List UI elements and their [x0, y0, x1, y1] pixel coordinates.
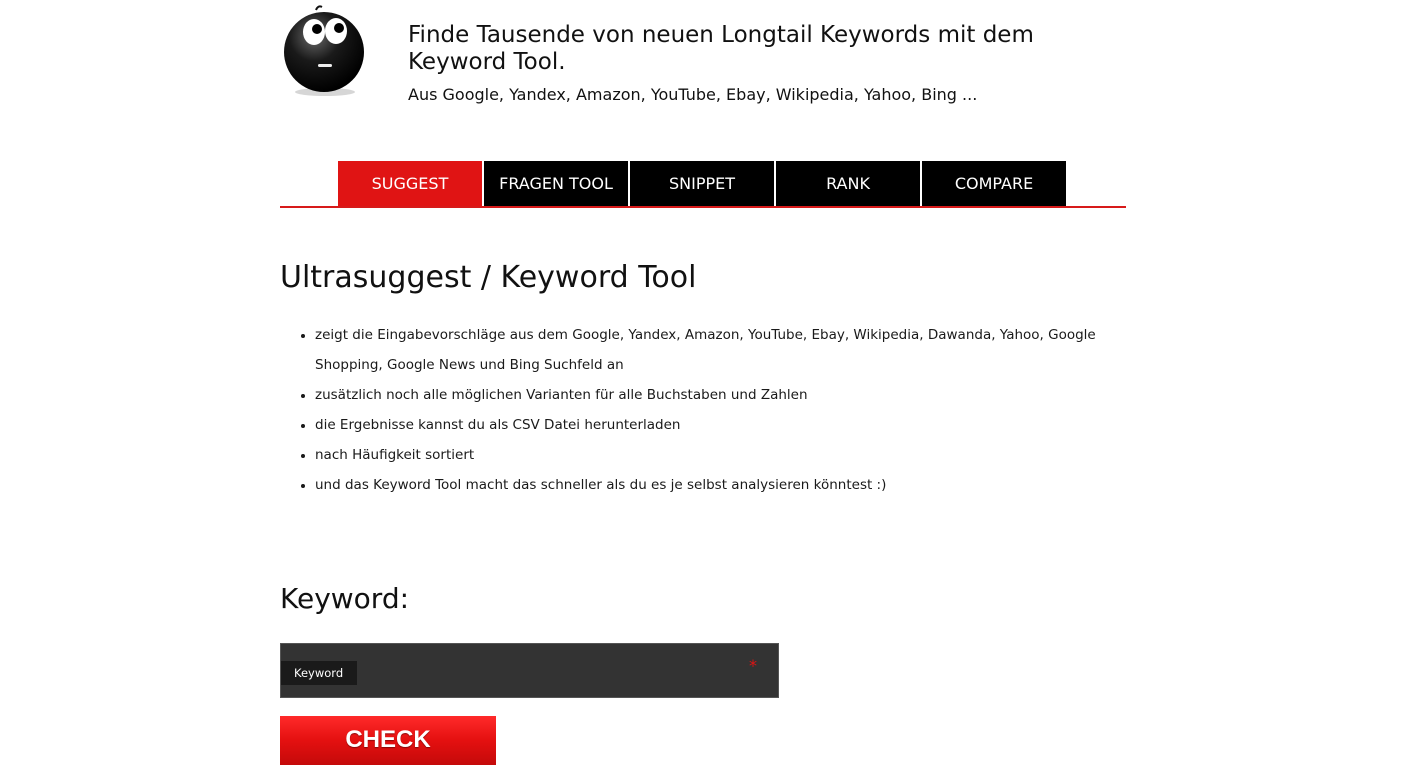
page-title: Ultrasuggest / Keyword Tool: [280, 260, 697, 295]
list-item: • zusätzlich noch alle möglichen Varianten für alle Buchstaben und Zahlen: [315, 380, 1145, 410]
main-nav: [280, 161, 1126, 208]
tab-snippet[interactable]: SNIPPET: [630, 161, 774, 206]
list-item: • die Ergebnisse kannst du als CSV Datei herunterladen: [315, 410, 1145, 440]
nav-tabs: [338, 161, 1068, 206]
keyword-input[interactable]: [361, 652, 745, 692]
confused-smiley-icon[interactable]: [282, 4, 368, 96]
tab-fragen-tool[interactable]: FRAGEN TOOL: [484, 161, 628, 206]
list-item: • nach Häufigkeit sortiert: [315, 440, 1145, 470]
list-item: • zeigt die Eingabevorschläge aus dem Google, Yandex, Amazon, YouTube, Ebay, Wikipedia, Dawanda, Yahoo, Google Shopping, Google News und Bing Suchfeld an: [315, 320, 1145, 380]
list-item: • und das Keyword Tool macht das schneller als du es je selbst analysieren könntest :): [315, 470, 1145, 500]
header-headline: Finde Tausende von neuen Longtail Keywords mit dem Keyword Tool.: [408, 22, 1034, 75]
feature-list: [280, 320, 1145, 500]
tab-compare[interactable]: COMPARE: [922, 161, 1066, 206]
keyword-input-label: Keyword: [281, 661, 357, 685]
keyword-heading: Keyword:: [280, 582, 410, 615]
tab-rank[interactable]: RANK: [776, 161, 920, 206]
required-mark: *: [749, 656, 757, 675]
header-subline: Aus Google, Yandex, Amazon, YouTube, Ebay, Wikipedia, Yahoo, Bing ...: [408, 85, 978, 104]
check-button[interactable]: CHECK: [280, 716, 496, 765]
keyword-input-box: [280, 643, 779, 698]
tab-suggest[interactable]: SUGGEST: [338, 161, 482, 206]
site-header: [280, 0, 1126, 130]
